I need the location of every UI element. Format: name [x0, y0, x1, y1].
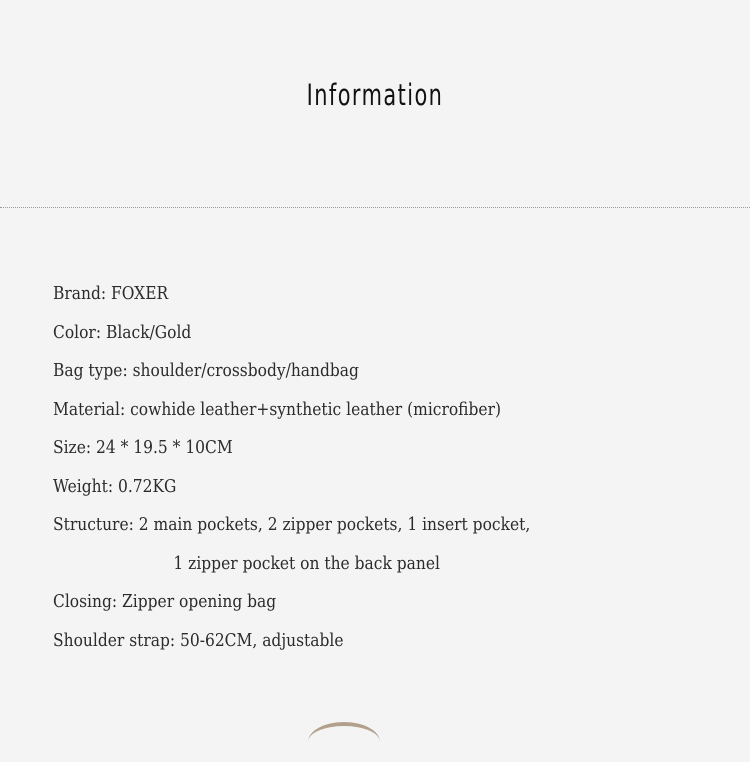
- spec-shoulder-strap: Shoulder strap: 50-62CM, adjustable: [53, 629, 344, 651]
- dotted-divider: [0, 207, 750, 208]
- spec-structure-continued: 1 zipper pocket on the back panel: [173, 552, 440, 574]
- spec-size: Size: 24 * 19.5 * 10CM: [53, 437, 233, 458]
- product-image-edge: [308, 722, 380, 762]
- spec-color: Color: Black/Gold: [53, 321, 192, 343]
- spec-structure: Structure: 2 main pockets, 2 zipper pockets, 1 insert pocket,: [53, 514, 531, 535]
- page-title: Information: [306, 78, 444, 112]
- spec-closing: Closing: Zipper opening bag: [53, 591, 277, 612]
- spec-bag-type: Bag type: shoulder/crossbody/handbag: [53, 360, 359, 381]
- spec-material: Material: cowhide leather+synthetic leather (microfiber): [53, 398, 502, 420]
- spec-brand: Brand: FOXER: [53, 283, 169, 304]
- spec-list: [53, 280, 743, 665]
- spec-weight: Weight: 0.72KG: [53, 475, 177, 497]
